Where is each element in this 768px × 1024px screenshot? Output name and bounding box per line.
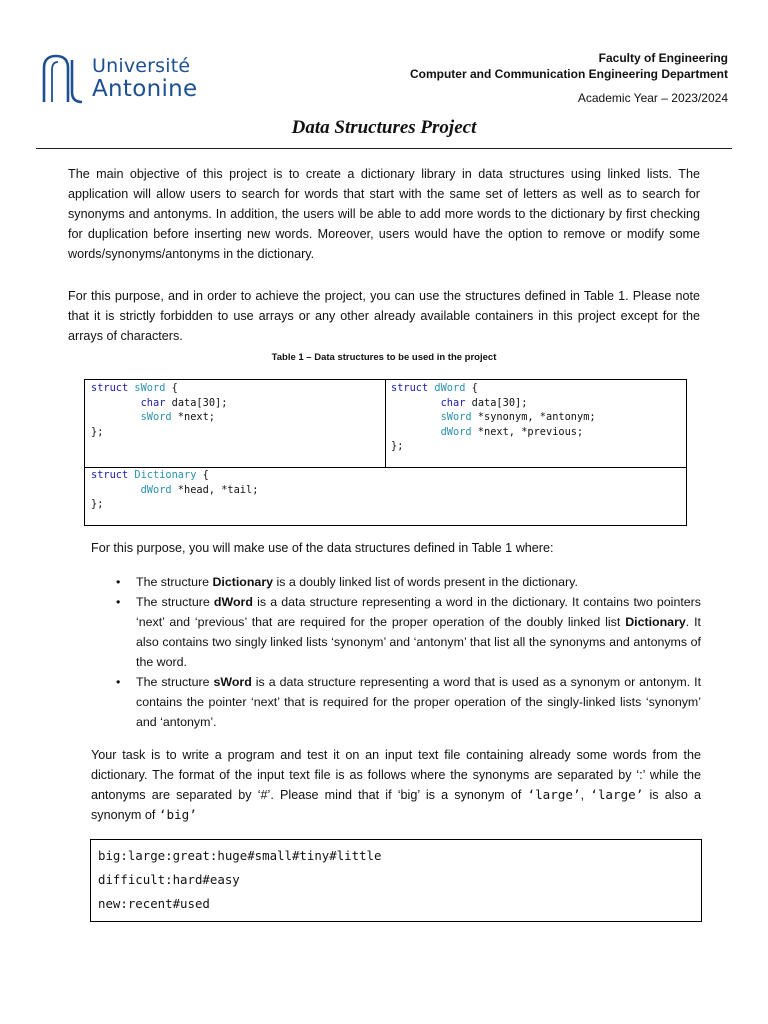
input-line: new:recent#used (98, 896, 210, 911)
bullet-icon: • (116, 575, 121, 589)
list-item: • The structure Dictionary is a doubly linked list of words present in the dictionary. (116, 572, 701, 592)
faculty-name: Faculty of Engineering (598, 51, 728, 65)
data-structures-table (84, 379, 687, 526)
logo-line-antonine: Antonine (92, 76, 198, 102)
bullet-icon: • (116, 675, 121, 689)
list-item: • The structure dWord is a data structure representing a word in the dictionary. It contains two pointers ‘next’ and ‘previous’ that are required for the proper operation of the doubly linked list Dictionary. It also contains two singly linked lists ‘synonym’ and ‘antonym’ that list all the synonyms and antonyms of the word. (116, 592, 701, 672)
bullet-icon: • (116, 595, 121, 609)
usage-paragraph: For this purpose, you will make use of the data structures defined in Table 1 where: (91, 541, 554, 555)
list-item: • The structure sWord is a data structure representing a word that is used as a synonym or antonym. It contains the pointer ‘next’ that is required for the proper operation of the singly-linked lists ‘synonym’ and ‘antonym’. (116, 672, 701, 732)
page-title: Data Structures Project (291, 117, 477, 138)
dictionary-struct-code: struct Dictionary { dWord *head, *tail; }; (91, 469, 259, 511)
input-line: big:large:great:huge#small#tiny#little (98, 848, 382, 863)
structure-bullet-list (116, 572, 701, 732)
dword-struct-code: struct dWord { char data[30]; sWord *synonym, *antonym; dWord *next, *previous; }; (391, 382, 596, 453)
sword-struct-code: struct sWord { char data[30]; sWord *next; }; (91, 382, 228, 438)
structures-paragraph: For this purpose, and in order to achieve the project, you can use the structures defined in Table 1. Please note that it is strictly forbidden to use arrays or any other already available containers in this project except for the arrays of characters. (68, 289, 700, 343)
table-column-divider (385, 380, 386, 467)
title-divider (36, 148, 732, 149)
input-line: difficult:hard#easy (98, 872, 240, 887)
table-caption: Table 1 – Data structures to be used in the project (271, 352, 497, 363)
logo-line-universite: Université (92, 55, 191, 77)
objective-paragraph: The main objective of this project is to create a dictionary library in data structures using linked lists. The application will allow users to search for words that start with the same set of letters as well as to search for synonyms and antonyms. In addition, the users will be able to add more words to the dictionary by first checking for duplication before inserting new words. Moreover, users would have the option to remove or modify some words/synonyms/antonyms in the dictionary. (68, 167, 700, 261)
academic-year: Academic Year – 2023/2024 (577, 91, 728, 105)
task-paragraph: Your task is to write a program and test it on an input text file containing already some words from the dictionary. The format of the input text file is as follows where the synonyms are separated by ‘:’ while the antonyms are separated by ‘#’. Please mind that if ‘big’ is a synonym of ‘large’, ‘large’ is also a synonym of ‘big’ (91, 748, 702, 822)
input-file-example (90, 839, 702, 922)
department-name: Computer and Communication Engineering Department (409, 67, 728, 81)
